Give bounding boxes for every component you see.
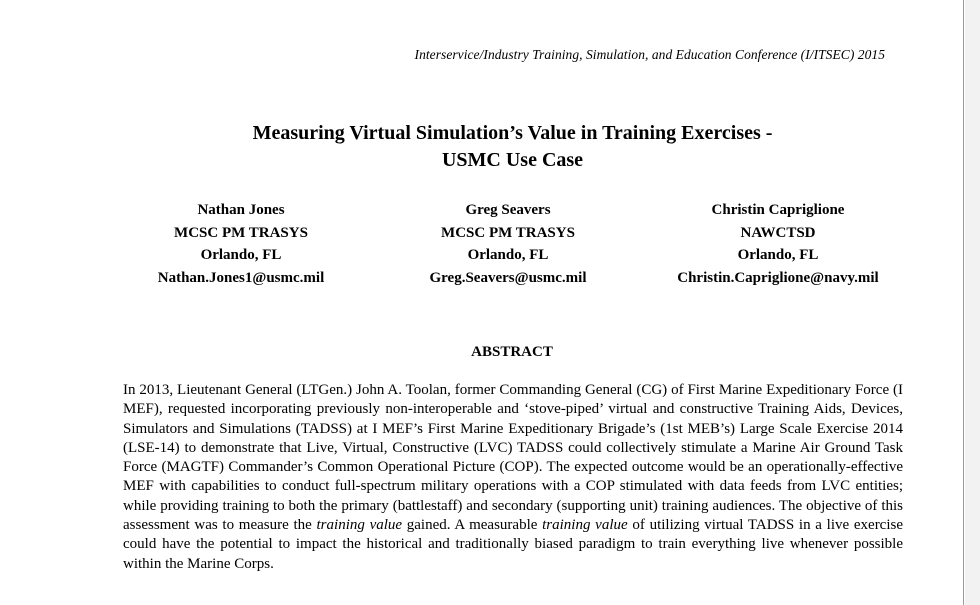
abstract-emphasis-1: training value xyxy=(316,517,403,534)
paper-title xyxy=(0,120,980,174)
author-name: Nathan Jones xyxy=(197,202,285,218)
author-3 xyxy=(648,199,908,289)
author-name: Christin Capriglione xyxy=(711,202,845,218)
abstract-heading: ABSTRACT xyxy=(471,344,553,360)
abstract-text-2: gained. A measurable xyxy=(402,517,543,534)
author-affiliation: MCSC PM TRASYS xyxy=(441,224,575,241)
author-1 xyxy=(111,199,371,289)
author-name: Greg Seavers xyxy=(465,202,551,218)
abstract-text-3: of utilizing virtual TADSS in a live exercise could have the potential to impact the historical and traditionally biased paradigm to train everything live whenever possible within the Marine Corps. xyxy=(123,517,904,572)
author-email: Greg.Seavers@usmc.mil xyxy=(429,269,587,286)
author-2 xyxy=(378,199,638,289)
author-location: Orlando, FL xyxy=(467,247,549,263)
author-location: Orlando, FL xyxy=(737,247,819,263)
author-email: Nathan.Jones1@usmc.mil xyxy=(157,269,325,286)
author-affiliation: NAWCTSD xyxy=(740,224,816,241)
abstract-body xyxy=(123,381,903,574)
viewer-gutter xyxy=(965,0,980,605)
running-header: Interservice/Industry Training, Simulation, and Education Conference (I/ITSEC) 2015 xyxy=(414,47,885,62)
abstract-emphasis-2: training value xyxy=(542,517,628,534)
paper-title-line-2: USMC Use Case xyxy=(441,149,584,171)
abstract-text-1: In 2013, Lieutenant General (LTGen.) John A. Toolan, former Commanding General (CG) of First Marine Expeditionary Force (I MEF), requested incorporating previously non-interoperable and ‘stove-piped’ virtual and constructive Training Aids, Devices, Simulators and Simulations (TADSS) at I MEF’s First Marine Expeditionary Brigade’s (1st MEB’s) Large Scale Exercise 2014 (LSE-14) to demonstrate that Live, Virtual, Constructive (LVC) TADSS could collectively stimulate a Marine Air Ground Task Force (MAGTF) Commander’s Common Operational Picture (COP). The expected outcome would be an operationally-effective MEF with capabilities to conduct full-spectrum military operations with a COP stimulated with data feeds from LVC entities; while providing training to both the primary (battlestaff) and secondary (supporting unit) training audiences. The objective of this assessment was to measure the xyxy=(123,382,903,534)
author-location: Orlando, FL xyxy=(200,247,282,263)
paper-title-line-1: Measuring Virtual Simulation’s Value in Training Exercises - xyxy=(252,122,773,144)
author-affiliation: MCSC PM TRASYS xyxy=(174,224,308,241)
author-email: Christin.Capriglione@navy.mil xyxy=(677,269,879,286)
